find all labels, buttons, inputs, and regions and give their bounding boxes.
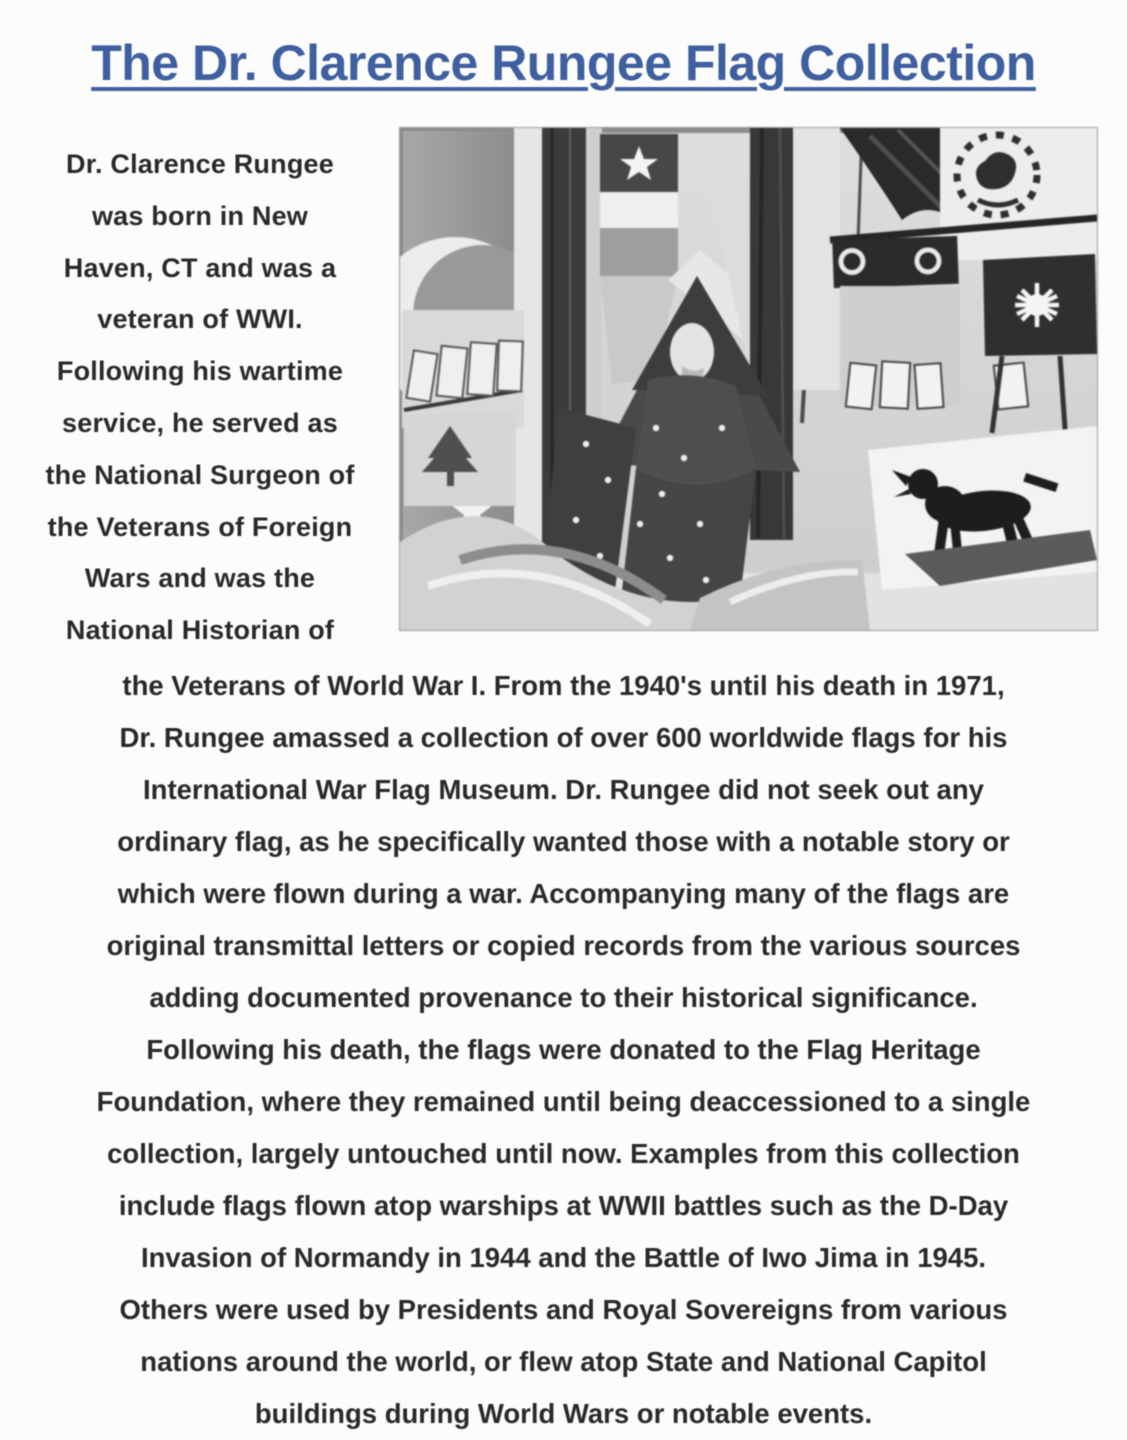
text-line: which were flown during a war. Accompanying many of the flags are [117, 878, 1010, 909]
text-line: Others were used by Presidents and Royal Sovereigns from various [119, 1294, 1008, 1325]
page-title-link[interactable]: The Dr. Clarence Rungee Flag Collection [91, 35, 1036, 91]
text-line: adding documented provenance to their historical significance. [149, 982, 978, 1013]
text-line: buildings during World Wars or notable events. [254, 1398, 873, 1429]
rungee-photo-illustration [400, 128, 1097, 630]
text-line: include flags flown atop warships at WWII battles such as the D-Day [118, 1190, 1009, 1221]
text-line: Following his wartime [56, 356, 344, 387]
article-left-column [4, 139, 396, 657]
text-line: nations around the world, or flew atop State and National Capitol [140, 1346, 987, 1377]
text-line: International War Flag Museum. Dr. Rungee did not seek out any [143, 774, 984, 805]
article-full-width [0, 660, 1127, 1440]
mexico-emblem-flag-icon [940, 128, 1097, 260]
framed-documents [402, 310, 524, 428]
text-line: the Veterans of Foreign [47, 511, 353, 542]
lebanon-cedar-flag-icon [404, 414, 516, 506]
text-line: ordinary flag, as he specifically wanted those with a notable story or [117, 826, 1010, 857]
text-line: service, he served as [62, 407, 338, 438]
text-line: Dr. Clarence Rungee [66, 149, 334, 179]
text-line: veteran of WWI. [97, 304, 303, 335]
text-line: Following his death, the flags were donated to the Flag Heritage [146, 1034, 981, 1065]
text-line: the National Surgeon of [45, 459, 355, 490]
text-line: Wars and was the [84, 563, 316, 594]
rungee-photo [400, 128, 1097, 630]
text-line: Haven, CT and was a [63, 252, 337, 283]
text-line: Dr. Rungee amassed a collection of over 600 worldwide flags for his [119, 722, 1008, 753]
text-line: original transmittal letters or copied records from the various sources [106, 930, 1021, 961]
text-line: Invasion of Normandy in 1944 and the Battle of Iwo Jima in 1945. [140, 1242, 987, 1273]
two-ring-flag [832, 236, 959, 288]
text-line: collection, largely untouched until now. Examples from this collection [107, 1138, 1020, 1169]
lion-silhouette-flag-icon [868, 426, 1097, 590]
text-line: National Historian of [65, 615, 335, 646]
text-line: was born in New [91, 200, 309, 231]
text-line: the Veterans of World War I. From the 1940's until his death in 1971, [122, 670, 1005, 701]
text-line: Foundation, where they remained until being deaccessioned to a single [96, 1086, 1031, 1117]
